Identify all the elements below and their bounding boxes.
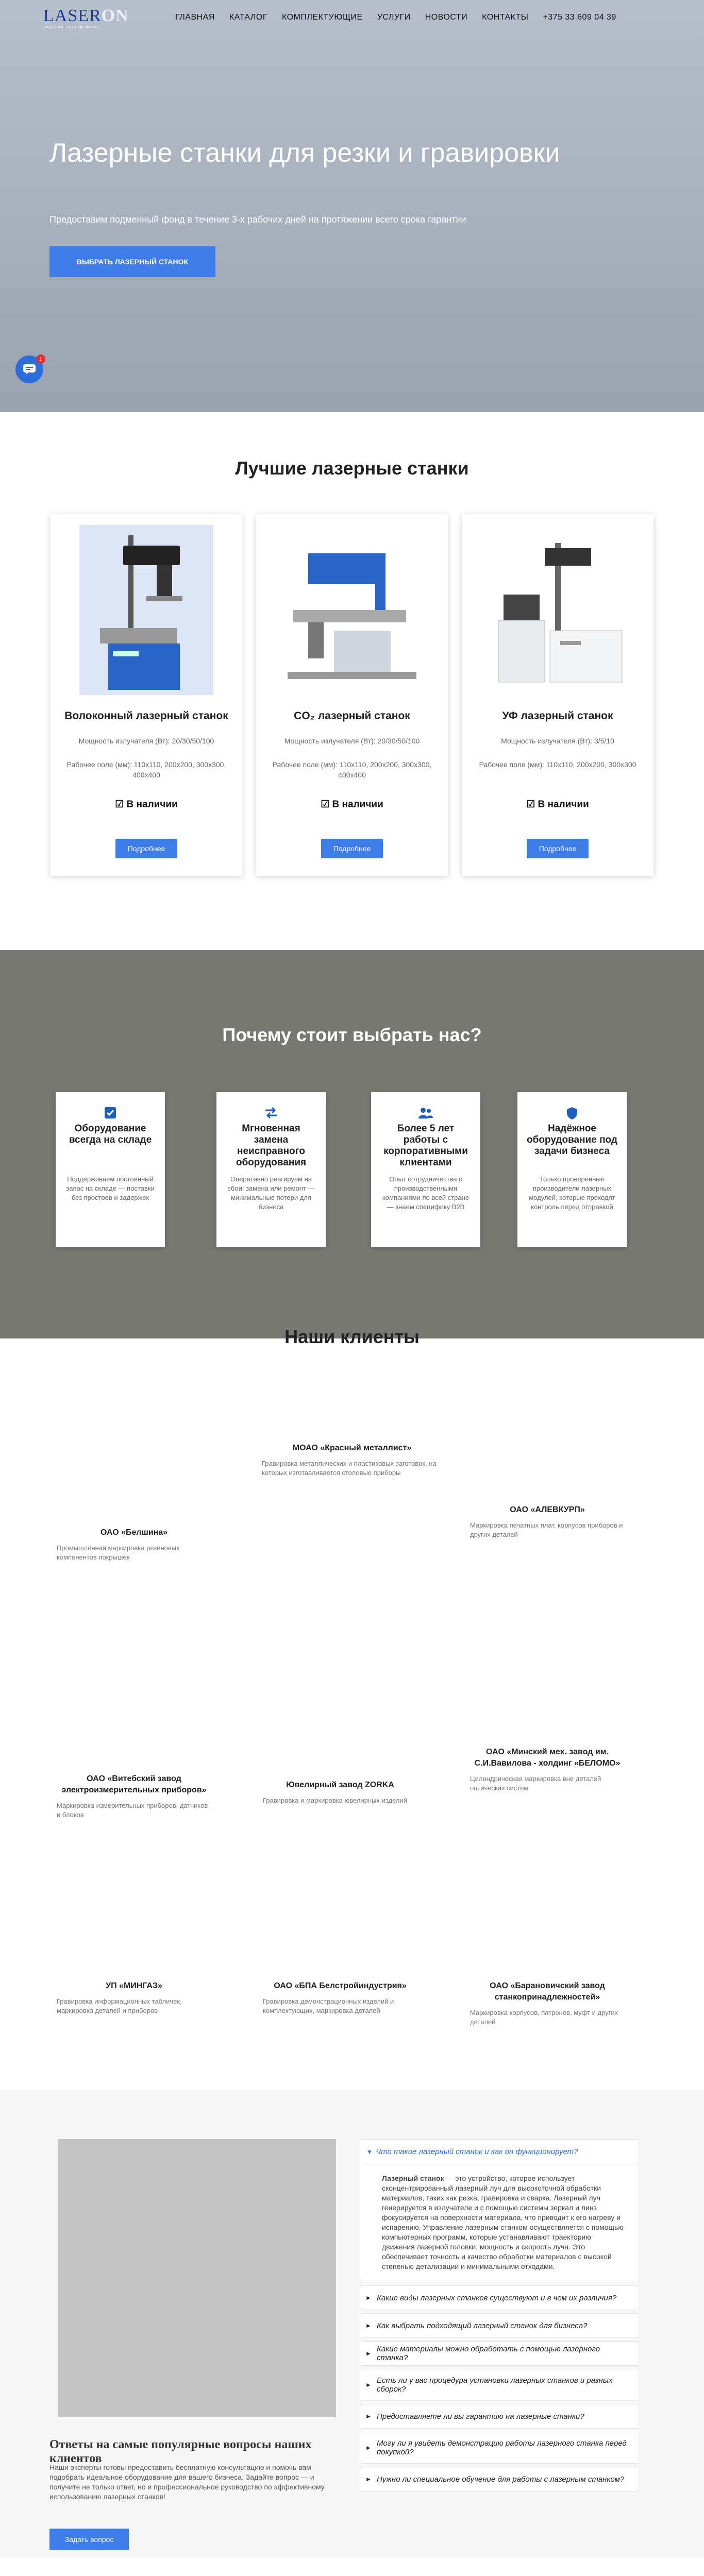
product-image-uv[interactable] [462, 514, 653, 706]
product-power: Мощность излучателя (Вт): 3/5/10 [501, 737, 614, 745]
client-name: ОАО «АЛЕВКУРП» [510, 1505, 585, 1514]
client-item [57, 1773, 211, 1820]
client-name: МОАО «Красный металлист» [292, 1444, 412, 1452]
product-power: Мощность излучателя (Вт): 20/30/50/100 [78, 737, 214, 745]
client-item [57, 1527, 211, 1562]
product-details-button[interactable]: Подробнее [115, 839, 177, 858]
why-title: Почему стоит выбрать нас? [222, 1024, 482, 1045]
faq-question[interactable] [361, 2285, 639, 2310]
why-card [216, 1092, 326, 1247]
chevron-right-icon: ► [365, 2476, 372, 2483]
faq-question-text: Какие материалы можно обработать с помощью лазерного станка? [377, 2345, 600, 2362]
nav-services[interactable]: УСЛУГИ [377, 13, 411, 22]
faq-question-text: Нужно ли специальное обучение для работы с лазерным станком? [377, 2475, 625, 2484]
why-card-title: Оборудование всегда на складе [69, 1123, 152, 1145]
nav-contacts[interactable]: КОНТАКТЫ [482, 13, 529, 22]
client-name: ОАО «Белшина» [100, 1528, 168, 1537]
fiber-laser-machine-icon [79, 525, 213, 695]
chevron-right-icon: ► [365, 2444, 372, 2451]
product-card-fiber [51, 514, 242, 876]
swap-arrows-icon [264, 1107, 278, 1119]
client-item [57, 1980, 211, 2015]
hero-subtitle: Предоставим подменный фонд в течение 3-х рабочих дней на протяжении всего срока гарантии [49, 214, 466, 225]
logo-text-bold: ON [101, 6, 129, 25]
faq-question-text: Могу ли я увидеть демонстрацию работы лазерного станка перед покупкой? [377, 2439, 627, 2456]
client-item [470, 1747, 625, 1793]
why-card-text: Оперативно реагируем на сбои: замена или ремонт — минимальные потери для бизнеса [227, 1175, 315, 1211]
client-item [263, 1980, 417, 2015]
chevron-right-icon: ► [365, 2294, 372, 2301]
client-desc: Промышленная маркировка резиновых компонентов покрышек [57, 1544, 180, 1561]
product-details-button[interactable]: Подробнее [321, 839, 383, 858]
clients-title: Наши клиенты [284, 1326, 420, 1347]
client-name: ОАО «Витебский завод электроизмерительных приборов» [61, 1774, 207, 1794]
faq-question[interactable] [361, 2467, 639, 2492]
chevron-right-icon: ► [365, 2413, 372, 2420]
faq-question-text: Как выбрать подходящий лазерный станок для бизнеса? [377, 2321, 588, 2330]
product-image-co2[interactable] [256, 514, 448, 706]
client-name: Ювелирный завод ZORKA [286, 1781, 394, 1789]
faq-question[interactable] [361, 2313, 639, 2338]
faq-question[interactable] [361, 2341, 639, 2366]
client-name: УП «МИНГАЗ» [106, 1981, 162, 1990]
faq-answer-lead: Лазерный станок [382, 2174, 444, 2182]
client-desc: Гравировка и маркировка ювелирных изделий [263, 1797, 407, 1804]
hero-title: Лазерные станки для резки и гравировки [49, 138, 560, 168]
choose-machine-button[interactable]: ВЫБРАТЬ ЛАЗЕРНЫЙ СТАНОК [49, 246, 215, 277]
client-item [262, 1443, 442, 1478]
product-image-fiber[interactable] [51, 514, 242, 706]
faq-question[interactable] [361, 2369, 639, 2401]
chat-widget-button[interactable] [15, 355, 43, 383]
why-card [371, 1092, 480, 1247]
product-name: CO₂ лазерный станок [294, 710, 410, 722]
why-card [517, 1092, 627, 1247]
faq-answer-text: — это устройство, которое использует сконцентрированный лазерный луч для высокоточной обработки материалов, таких как резка, гравировка и сварка. Лазерный луч генерируется в излучателе и с помощью системы зеркал и линз фокусируется на поверхности материала, что приводит к его нагреву и испарению. Управление лазерным станком осуществляется с помощью компьютерных программ, которые устанавливают траекторию движения лазерной головки, мощность и скорость луча. Это обеспечивает точность и качество обработки материалов с высокой степенью детализации и минимальными отходами. [382, 2174, 624, 2270]
client-desc: Гравировка информационных табличек, маркировка деталей и приборов [57, 1997, 182, 2014]
client-item [263, 1780, 417, 1805]
client-item [470, 1504, 625, 1539]
why-card-text: Опыт сотрудничества с производственными компаниями по всей стране — знаем специфику B2B [382, 1175, 470, 1211]
nav-news[interactable]: НОВОСТИ [425, 13, 468, 22]
client-name: ОАО «БПА Белстройиндустрия» [274, 1981, 407, 1990]
product-card-uv [462, 514, 653, 876]
site-header [0, 0, 704, 36]
product-field: Рабочее поле (мм): 110х110, 200х200, 300х300, 400х400 [66, 760, 226, 779]
why-card-title: Надёжное оборудование под задачи бизнеса [527, 1123, 617, 1157]
client-name: ОАО «Барановичский завод станкопринадлежностей» [490, 1981, 605, 2002]
chevron-right-icon: ► [365, 2381, 372, 2388]
why-card-text: Только проверенные производители лазерных модулей, которые проходят контроль перед отправкой [529, 1175, 615, 1211]
nav-home[interactable]: ГЛАВНАЯ [175, 13, 215, 22]
why-card-text: Поддерживаем постоянный запас на складе — поставки без простоев и задержек [66, 1175, 155, 1201]
why-card [56, 1092, 165, 1247]
client-desc: Гравировка демонстрационных изделий и комплектующих, маркировка деталей [263, 1997, 394, 2014]
product-field: Рабочее поле (мм): 110х110, 200х200, 300х300, 400х400 [272, 760, 432, 779]
faq-question-text: Какие виды лазерных станков существуют и в чем их различия? [377, 2293, 617, 2302]
logo[interactable] [43, 6, 129, 30]
logo-tagline: ЛАЗЕРНОЕ ОБОРУДОВАНИЕ [43, 26, 99, 29]
check-square-icon [104, 1107, 116, 1119]
faq-answer [361, 2164, 639, 2282]
uv-laser-machine-icon [483, 533, 632, 687]
chevron-right-icon: ► [365, 2322, 372, 2329]
client-desc: Цилиндрическая маркировка вне деталей оптических систем [470, 1775, 601, 1792]
faq-title: Ответы на самые популярные вопросы наших клиентов [49, 2438, 312, 2465]
nav-catalog[interactable]: КАТАЛОГ [229, 13, 268, 22]
product-stock: ☑ В наличии [115, 799, 178, 810]
shield-icon [566, 1107, 578, 1120]
header-phone[interactable]: +375 33 609 04 39 [543, 13, 616, 22]
faq-question-text: Есть ли у вас процедура установки лазерных станков и разных сборок? [377, 2376, 613, 2394]
faq-question[interactable] [361, 2140, 639, 2164]
product-name: Волоконный лазерный станок [64, 710, 228, 722]
why-card-title: Мгновенная замена неисправного оборудования [236, 1123, 307, 1168]
chevron-down-icon: ▼ [366, 2148, 373, 2156]
client-desc: Маркировка корпусов, патронов, муфт и других деталей [470, 2009, 618, 2026]
chat-icon [23, 364, 36, 375]
client-item [470, 1980, 625, 2027]
product-details-button[interactable]: Подробнее [527, 839, 589, 858]
client-desc: Маркировка измерительных приборов, датчиков и блоков [57, 1802, 208, 1819]
client-desc: Маркировка печатных плат, корпусов приборов и других деталей [470, 1521, 623, 1538]
product-stock: ☑ В наличии [526, 799, 589, 810]
chevron-right-icon: ► [365, 2350, 372, 2357]
product-field: Рабочее поле (мм): 110х110, 200х200, 300х300 [479, 760, 636, 769]
main-nav [175, 13, 616, 22]
faq-item-open [361, 2139, 639, 2282]
logo-text: LASER [43, 6, 102, 25]
why-card-title: Более 5 лет работы с корпоративными клиентами [383, 1123, 468, 1168]
users-icon [418, 1107, 433, 1119]
product-stock: ☑ В наличии [321, 799, 383, 810]
faq-question-text: Что такое лазерный станок и как он функционирует? [376, 2147, 578, 2156]
client-name: ОАО «Минский мех. завод им. С.И.Вавилова - холдинг «БЕЛОМО» [474, 1748, 621, 1768]
nav-components[interactable]: КОМПЛЕКТУЮЩИЕ [282, 13, 363, 22]
product-name: УФ лазерный станок [502, 710, 613, 722]
faq-question[interactable] [361, 2404, 639, 2429]
faq-question-text: Предоставляете ли вы гарантию на лазерные станки? [377, 2412, 584, 2421]
chat-badge: 1 [36, 354, 45, 364]
ask-question-button[interactable]: Задать вопрос [49, 2529, 129, 2550]
product-card-co2 [256, 514, 448, 876]
co2-laser-machine-icon [277, 533, 427, 687]
products-title: Лучшие лазерные станки [235, 457, 469, 479]
faq-image-placeholder [58, 2139, 336, 2417]
faq-section [0, 2090, 704, 2558]
product-power: Мощность излучателя (Вт): 20/30/50/100 [284, 737, 420, 745]
faq-intro: Наши эксперты готовы предоставить бесплатную консультацию и помочь вам подобрать идеальное оборудование для вашего бизнеса. Задайте вопрос — и получите не только ответ, но и профессиональное руководство по эффективному использованию лазерных станков! [49, 2463, 325, 2501]
why-section [0, 950, 704, 1338]
hero-section [0, 0, 704, 412]
faq-question[interactable] [361, 2432, 639, 2464]
client-desc: Гравировка металлических и пластиковых заготовок, на которых изготавливается столовые приборы [262, 1460, 437, 1477]
faq-accordion [361, 2139, 639, 2495]
